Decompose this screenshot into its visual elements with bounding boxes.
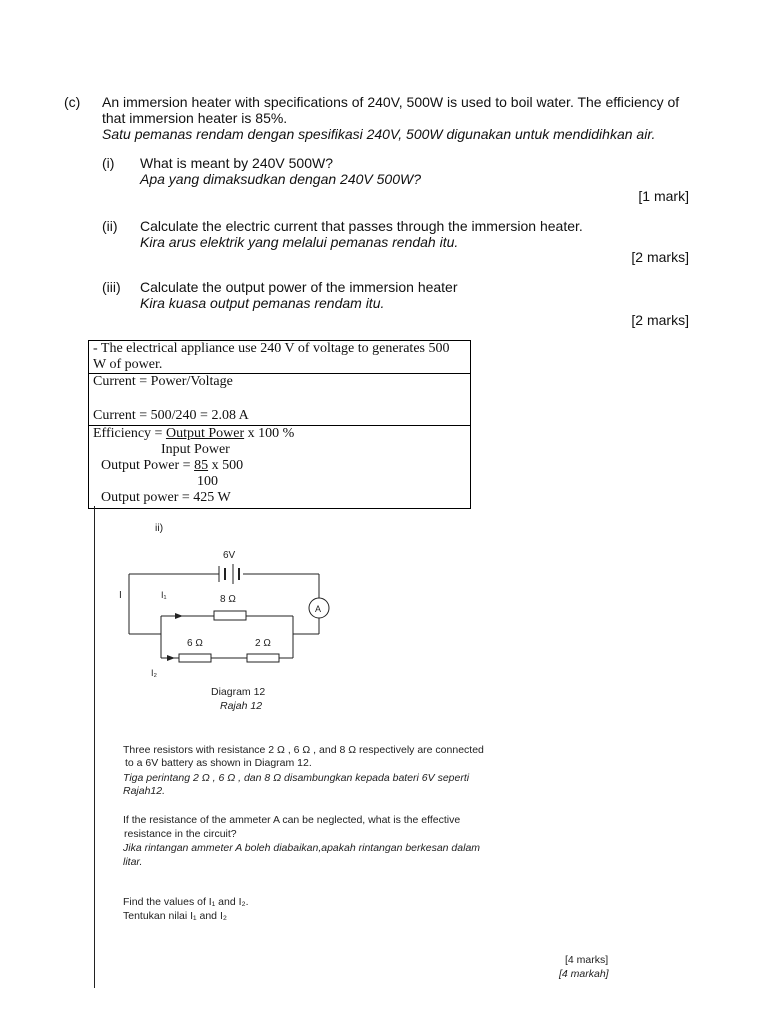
resistor-6-label: 6 Ω — [187, 638, 203, 649]
scanned-question — [94, 506, 635, 988]
paragraph-1-en-line-2: to a 6V battery as shown in Diagram 12. — [125, 757, 312, 769]
efficiency-numerator: Output Power — [165, 426, 245, 441]
answer-1-line-1: - The electrical appliance use 240 V of voltage to generates 500 — [93, 341, 450, 356]
marks-en: [4 marks] — [565, 954, 609, 966]
part-3-number: (iii) — [102, 279, 121, 295]
answer-1-cell — [89, 341, 470, 373]
diagram-caption-ms: Rajah 12 — [220, 700, 263, 712]
part-2-text-en: Calculate the electric current that passes through the immersion heater. — [140, 218, 583, 234]
part-1-number: (i) — [102, 155, 115, 171]
paragraph-2-ms-line-1: Jika rintangan ammeter A boleh diabaikan,apakah rintangan berkesan dalam — [123, 842, 481, 854]
output-power-result: Output power = 425 W — [101, 490, 231, 505]
question-text-en-2: that immersion heater is 85%. — [102, 110, 288, 126]
efficiency-suffix: x 100 % — [244, 426, 295, 441]
part-2-text-ms: Kira arus elektrik yang melalui pemanas rendah itu. — [140, 234, 459, 250]
part-3-text-ms: Kira kuasa output pemanas rendam itu. — [140, 295, 385, 311]
diagram-caption-en: Diagram 12 — [211, 686, 266, 698]
output-power-numerator: 85 — [194, 458, 209, 473]
part-1-text-en: What is meant by 240V 500W? — [140, 155, 333, 171]
current-I2-label: I₂ — [151, 668, 157, 678]
answer-1-line-2: W of power. — [93, 357, 163, 372]
paragraph-3-en: Find the values of I₁ and I₂. — [123, 896, 249, 908]
paragraph-3-ms: Tentukan nilai I₁ and I₂ — [123, 910, 227, 922]
part-1-text-ms: Apa yang dimaksudkan dengan 240V 500W? — [140, 171, 421, 187]
output-power-prefix: Output Power = — [101, 458, 195, 473]
scan-part-label: ii) — [155, 522, 164, 534]
answer-3-cell — [89, 425, 470, 508]
paragraph-1-ms-line-2: Rajah12. — [123, 785, 166, 797]
output-power-suffix: x 500 — [208, 458, 244, 473]
battery-label: 6V — [223, 550, 236, 561]
answer-2-line-2: Current = 500/240 = 2.08 A — [93, 408, 249, 423]
paragraph-1-en-line-1: Three resistors with resistance 2 Ω , 6 Ω , and 8 Ω respectively are connected — [123, 744, 484, 756]
resistor-8-label: 8 Ω — [220, 594, 236, 605]
circuit-diagram — [119, 546, 359, 686]
part-1-marks: [1 mark] — [638, 188, 689, 204]
answer-2-line-1: Current = Power/Voltage — [93, 374, 233, 389]
marks-ms: [4 markah] — [559, 968, 609, 980]
paragraph-2-en-line-2: resistance in the circuit? — [124, 828, 237, 840]
paragraph-2-ms-line-2: litar. — [123, 856, 143, 868]
efficiency-denominator: Input Power — [161, 442, 230, 457]
answer-box — [88, 340, 471, 509]
question-label: (c) — [64, 94, 81, 110]
efficiency-prefix: Efficiency = — [93, 426, 166, 441]
part-2-marks: [2 marks] — [631, 249, 689, 265]
part-3-marks: [2 marks] — [631, 312, 689, 328]
part-3-text-en: Calculate the output power of the immersion heater — [140, 279, 458, 295]
resistor-2-label: 2 Ω — [255, 638, 271, 649]
question-text-en-1: An immersion heater with specifications of 240V, 500W is used to boil water. The efficiency of — [102, 94, 680, 110]
paragraph-1-ms-line-1: Tiga perintang 2 Ω , 6 Ω , dan 8 Ω disambungkan kepada bateri 6V seperti — [123, 772, 470, 784]
question-text-ms: Satu pemanas rendam dengan spesifikasi 240V, 500W digunakan untuk mendidihkan air. — [102, 126, 656, 142]
current-I1-label: I₁ — [161, 590, 167, 600]
ammeter-label: A — [315, 604, 322, 614]
current-I-label: I — [119, 590, 122, 601]
part-2-number: (ii) — [102, 218, 118, 234]
answer-2-cell — [89, 373, 470, 425]
paragraph-2-en-line-1: If the resistance of the ammeter A can be neglected, what is the effective — [123, 814, 461, 826]
output-power-denominator: 100 — [197, 474, 218, 489]
